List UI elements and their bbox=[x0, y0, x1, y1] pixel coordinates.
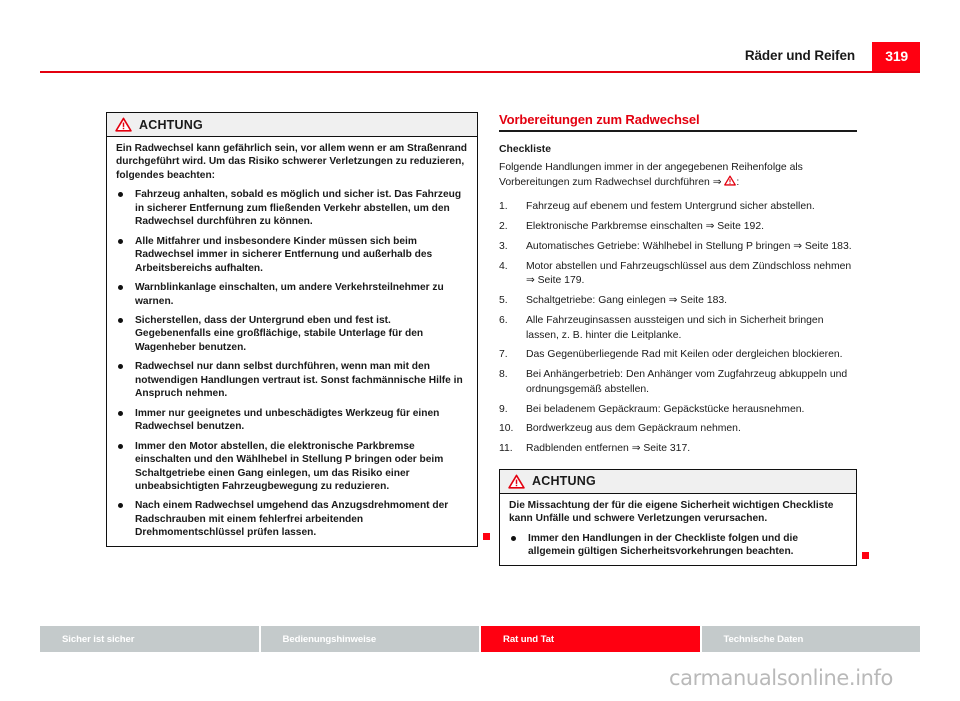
checklist-item bbox=[499, 422, 857, 437]
footer-tab-technische-daten[interactable] bbox=[702, 626, 921, 652]
warning-box-body bbox=[107, 137, 477, 546]
warning-box-right bbox=[499, 469, 857, 566]
warning-triangle-icon bbox=[508, 474, 525, 489]
section-title: Vorbereitungen zum Radwechsel bbox=[499, 112, 700, 127]
section-end-marker bbox=[483, 533, 490, 540]
checklist-item-number: 1. bbox=[499, 201, 508, 213]
header-divider bbox=[40, 71, 920, 73]
checklist-intro-text: Folgende Handlungen immer in der angegebenen Reihenfolge als Vorbereitungen zum Radwechsel durchführen ⇒ bbox=[499, 161, 803, 188]
warning-bullet-text: Immer den Handlungen in der Checkliste folgen und die allgemein gültigen Sicherheitsvorkehrungen beachten. bbox=[528, 532, 799, 558]
checklist-item bbox=[499, 403, 857, 418]
warning-intro-text: Ein Radwechsel kann gefährlich sein, vor allem wenn er am Straßenrand durchgeführt wird. Um das Risiko schwerer Verletzungen zu reduzieren, folgendes beachten: bbox=[116, 143, 468, 181]
checklist-item bbox=[499, 240, 857, 255]
warning-box-title: ACHTUNG bbox=[532, 474, 596, 489]
footer-tab-label: Sicher ist sicher bbox=[62, 633, 135, 645]
checklist-item-number: 3. bbox=[499, 240, 508, 252]
checklist-item-text: Bei Anhängerbetrieb: Den Anhänger vom Zugfahrzeug abkuppeln und ordnungsgemäß abstellen. bbox=[526, 369, 848, 395]
warning-bullet-text: Alle Mitfahrer und insbesondere Kinder müssen sich beim Radwechsel immer in sicherer Entfernung und außerhalb des Arbeitsbereichs aufhalten. bbox=[135, 235, 433, 274]
warning-box-left bbox=[106, 112, 478, 547]
checklist-item bbox=[499, 314, 857, 344]
warning-bullet-text: Radwechsel nur dann selbst durchführen, wenn man mit den notwendigen Handlungen vertraut ist. Sonst fachmännische Hilfe in Anspruch nehmen. bbox=[135, 361, 463, 400]
checklist-item bbox=[499, 220, 857, 235]
section-title-underline bbox=[499, 130, 857, 132]
warning-box-body bbox=[500, 494, 856, 565]
checklist-item-text: Elektronische Parkbremse einschalten ⇒ Seite 192. bbox=[526, 220, 765, 232]
checklist bbox=[499, 200, 857, 457]
checklist-item-text: Radblenden entfernen ⇒ Seite 317. bbox=[526, 443, 691, 455]
page-number: 319 bbox=[885, 48, 908, 64]
checklist-intro bbox=[499, 161, 857, 191]
warning-bullet bbox=[116, 360, 468, 400]
subsection-title: Checkliste bbox=[499, 143, 551, 155]
footer-tabs bbox=[40, 626, 920, 652]
checklist-item-number: 7. bbox=[499, 349, 508, 361]
warning-bullet bbox=[116, 235, 468, 275]
footer-tab-bedienungshinweise[interactable] bbox=[261, 626, 482, 652]
checklist-item-number: 2. bbox=[499, 220, 508, 232]
bullet-dot-icon bbox=[118, 239, 123, 244]
warning-box-header bbox=[107, 113, 477, 137]
checklist-item-number: 10. bbox=[499, 423, 514, 435]
bullet-dot-icon bbox=[118, 444, 123, 449]
warning-bullet bbox=[509, 532, 847, 559]
checklist-item-number: 6. bbox=[499, 314, 508, 326]
checklist-item bbox=[499, 294, 857, 309]
checklist-item-number: 9. bbox=[499, 403, 508, 415]
warning-bullet-text: Nach einem Radwechsel umgehend das Anzugsdrehmoment der Radschrauben mit einem fehlerfrei arbeitenden Drehmomentschlüssel prüfen lassen. bbox=[135, 500, 449, 539]
warning-bullet bbox=[116, 499, 468, 539]
page-header-title: Räder und Reifen bbox=[744, 48, 855, 63]
warning-bullet-text: Sicherstellen, dass der Untergrund eben und fest ist. Gegebenenfalls eine großflächige, stabile Unterlage für den Wagenheber benutzen. bbox=[135, 314, 424, 353]
checklist-item-text: Das Gegenüberliegende Rad mit Keilen oder dergleichen blockieren. bbox=[526, 349, 843, 361]
warning-triangle-icon bbox=[724, 175, 736, 186]
warning-bullet-text: Immer nur geeignetes und unbeschädigtes Werkzeug für einen Radwechsel benutzen. bbox=[135, 407, 440, 433]
checklist-item-number: 11. bbox=[499, 443, 513, 455]
warning-triangle-icon bbox=[115, 117, 132, 132]
checklist-item bbox=[499, 200, 857, 215]
checklist-item-text: Schaltgetriebe: Gang einlegen ⇒ Seite 183. bbox=[526, 295, 728, 307]
warning-bullet-text: Fahrzeug anhalten, sobald es möglich und sicher ist. Das Fahrzeug in sicherer Entfernung zum fließenden Verkehr abstellen, um den Radwechsel durchführen zu können. bbox=[135, 189, 462, 228]
checklist-item-number: 8. bbox=[499, 369, 508, 381]
warning-intro-text: Die Missachtung der für die eigene Sicherheit wichtigen Checkliste kann Unfälle und schwere Verletzungen verursachen. bbox=[509, 499, 834, 525]
footer-tab-label: Rat und Tat bbox=[503, 633, 554, 645]
bullet-dot-icon bbox=[118, 411, 123, 416]
checklist-intro-suffix: : bbox=[736, 176, 740, 188]
page-header bbox=[0, 42, 960, 76]
warning-bullet bbox=[116, 440, 468, 494]
warning-bullet-text: Warnblinkanlage einschalten, um andere Verkehrsteilnehmer zu warnen. bbox=[135, 282, 444, 307]
left-column bbox=[106, 112, 478, 547]
checklist-item-text: Bordwerkzeug aus dem Gepäckraum nehmen. bbox=[526, 423, 741, 435]
right-column bbox=[499, 112, 857, 566]
section-end-marker bbox=[862, 552, 869, 559]
checklist-item-number: 4. bbox=[499, 260, 508, 272]
footer-tab-rat-und-tat[interactable] bbox=[481, 626, 702, 652]
bullet-dot-icon bbox=[511, 536, 516, 541]
warning-bullet bbox=[116, 314, 468, 354]
warning-box-header bbox=[500, 470, 856, 494]
watermark: carmanualsonline.info bbox=[669, 666, 893, 690]
bullet-dot-icon bbox=[118, 318, 123, 323]
footer-tab-sicher-ist-sicher[interactable] bbox=[40, 626, 261, 652]
warning-bullet bbox=[116, 281, 468, 308]
bullet-dot-icon bbox=[118, 192, 123, 197]
checklist-item bbox=[499, 442, 857, 457]
warning-box-title: ACHTUNG bbox=[139, 117, 203, 132]
checklist-item bbox=[499, 260, 857, 290]
checklist-item bbox=[499, 348, 857, 363]
bullet-dot-icon bbox=[118, 285, 123, 290]
warning-bullet-text: Immer den Motor abstellen, die elektronische Parkbremse einschalten und den Wählhebel in Stellung P bringen oder beim Schaltgetriebe einen Gang einlegen, um das Risiko einer unbeabsichtigten Fahrzeugbewegung zu reduzieren. bbox=[135, 440, 444, 492]
warning-bullet bbox=[116, 407, 468, 434]
checklist-item-text: Bei beladenem Gepäckraum: Gepäckstücke herausnehmen. bbox=[526, 403, 805, 415]
bullet-dot-icon bbox=[118, 364, 123, 369]
footer-tab-label: Technische Daten bbox=[723, 633, 804, 645]
checklist-item bbox=[499, 368, 857, 398]
checklist-item-text: Fahrzeug auf ebenem und festem Untergrund sicher abstellen. bbox=[526, 201, 815, 213]
checklist-item-text: Alle Fahrzeuginsassen aussteigen und sich in Sicherheit bringen lassen, z. B. hinter die Leitplanke. bbox=[526, 314, 824, 341]
checklist-item-number: 5. bbox=[499, 295, 508, 307]
checklist-item-text: Motor abstellen und Fahrzeugschlüssel aus dem Zündschloss nehmen ⇒ Seite 179. bbox=[526, 260, 852, 287]
footer-tab-label: Bedienungshinweise bbox=[282, 633, 377, 645]
warning-bullet bbox=[116, 188, 468, 228]
checklist-item-text: Automatisches Getriebe: Wählhebel in Stellung P bringen ⇒ Seite 183. bbox=[526, 240, 852, 252]
bullet-dot-icon bbox=[118, 503, 123, 508]
